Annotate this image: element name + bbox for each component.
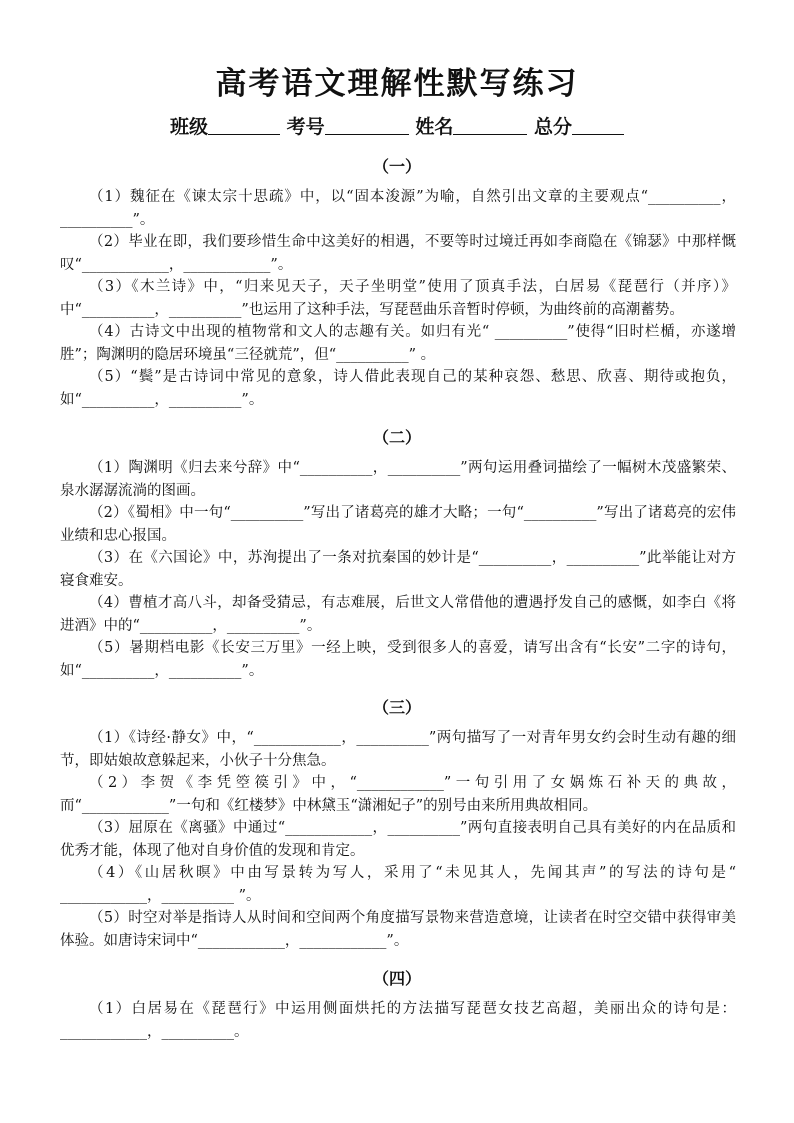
question-3-5: （5）时空对举是指诗人从时间和空间两个角度描写景物来营造意境，让读者在时空交错中获得审美体验。如唐诗宋词中“____________，____________”。 [60, 910, 736, 949]
student-info-line [0, 112, 794, 139]
question-2-1: （1）陶渊明《归去来兮辞》中“__________，__________”两句运用叠词描绘了一幅树木茂盛繁荣、泉水潺潺流淌的图画。 [60, 460, 736, 499]
total-score-label: 总分 [533, 116, 572, 138]
question-1-2: （2）毕业在即，我们要珍惜生命中这美好的相遇，不要等时过境迁再如李商隐在《锦瑟》中那样慨叹“____________，____________”。 [60, 234, 736, 273]
section-2-questions [60, 457, 736, 682]
section-4-questions [60, 998, 736, 1043]
question-3-3: （3）屈原在《离骚》中通过“____________，__________”两句直接表明自己具有美好的内在品质和优秀才能，体现了他对自身价值的发现和肯定。 [60, 820, 736, 859]
question-4-1: （1）白居易在《琵琶行》中运用侧面烘托的方法描写琵琶女技艺高超，美丽出众的诗句是：____________，__________。 [60, 1001, 736, 1040]
question-1-1: （1）魏征在《谏太宗十思疏》中，以“固本浚源”为喻，自然引出文章的主要观点“__________，__________”。 [60, 189, 736, 228]
section-heading-3: （三） [372, 698, 421, 717]
question-2-2: （2）《蜀相》中一句“__________”写出了诸葛亮的雄才大略；一句“__________”写出了诸葛亮的宏伟业绩和忠心报国。 [60, 505, 736, 544]
total-score-blank[interactable] [572, 116, 624, 135]
question-2-3: （3）在《六国论》中，苏洵提出了一条对抗秦国的妙计是“__________，__________”此举能让对方寝食难安。 [60, 550, 736, 589]
question-3-4: （4）《山居秋暝》中由写景转为写人，采用了“未见其人，先闻其声”的写法的诗句是“ ____________，__________ ”。 [60, 865, 736, 904]
section-heading-2: （二） [372, 428, 421, 447]
section-3-questions [60, 727, 736, 952]
question-2-4: （4）曹植才高八斗，却备受猜忌，有志难展，后世文人常借他的遭遇抒发自己的感慨，如李白《将进酒》中的“__________，__________”。 [60, 595, 736, 634]
name-label: 姓名 [415, 116, 454, 138]
question-3-2: （2）李贺《李凭箜篌引》中，“____________”一句引用了女娲炼石补天的典故，而“____________”一句和《红楼梦》中林黛玉“潇湘妃子”的别号由来所用典故相同。 [60, 775, 736, 814]
exam-number-blank[interactable] [325, 116, 409, 135]
question-3-1: （1）《诗经·静女》中，“____________，__________”两句描写了一对青年男女约会时生动有趣的细节，即姑娘故意躲起来，小伙子十分焦急。 [60, 730, 736, 769]
question-1-5: （5）“鬓”是古诗词中常见的意象，诗人借此表现自己的某种哀怨、愁思、欣喜、期待或抱负，如“__________，__________”。 [60, 369, 736, 408]
section-1-questions [60, 186, 736, 411]
page-title: 高考语文理解性默写练习 [215, 66, 579, 102]
class-blank[interactable] [208, 116, 280, 135]
name-blank[interactable] [453, 116, 527, 135]
question-1-4: （4）古诗文中出现的植物常和文人的志趣有关。如归有光“ __________”使得“旧时栏楯，亦遂增胜”；陶渊明的隐居环境虽“三径就荒”，但“__________” 。 [60, 324, 736, 363]
class-label: 班级 [170, 116, 209, 138]
section-heading-4: （四） [372, 969, 421, 988]
question-1-3: （3）《木兰诗》中，“归来见天子，天子坐明堂”使用了顶真手法，白居易《琵琶行（并序）》中“__________，__________”也运用了这种手法，写琵琶曲乐音暂时停顿，为曲终前的高潮蓄势。 [60, 279, 736, 318]
question-2-5: （5）暑期档电影《长安三万里》一经上映，受到很多人的喜爱，请写出含有“长安”二字的诗句，如“__________，__________”。 [60, 640, 736, 679]
section-heading-1: （一） [372, 157, 421, 176]
exam-number-label: 考号 [286, 116, 325, 138]
